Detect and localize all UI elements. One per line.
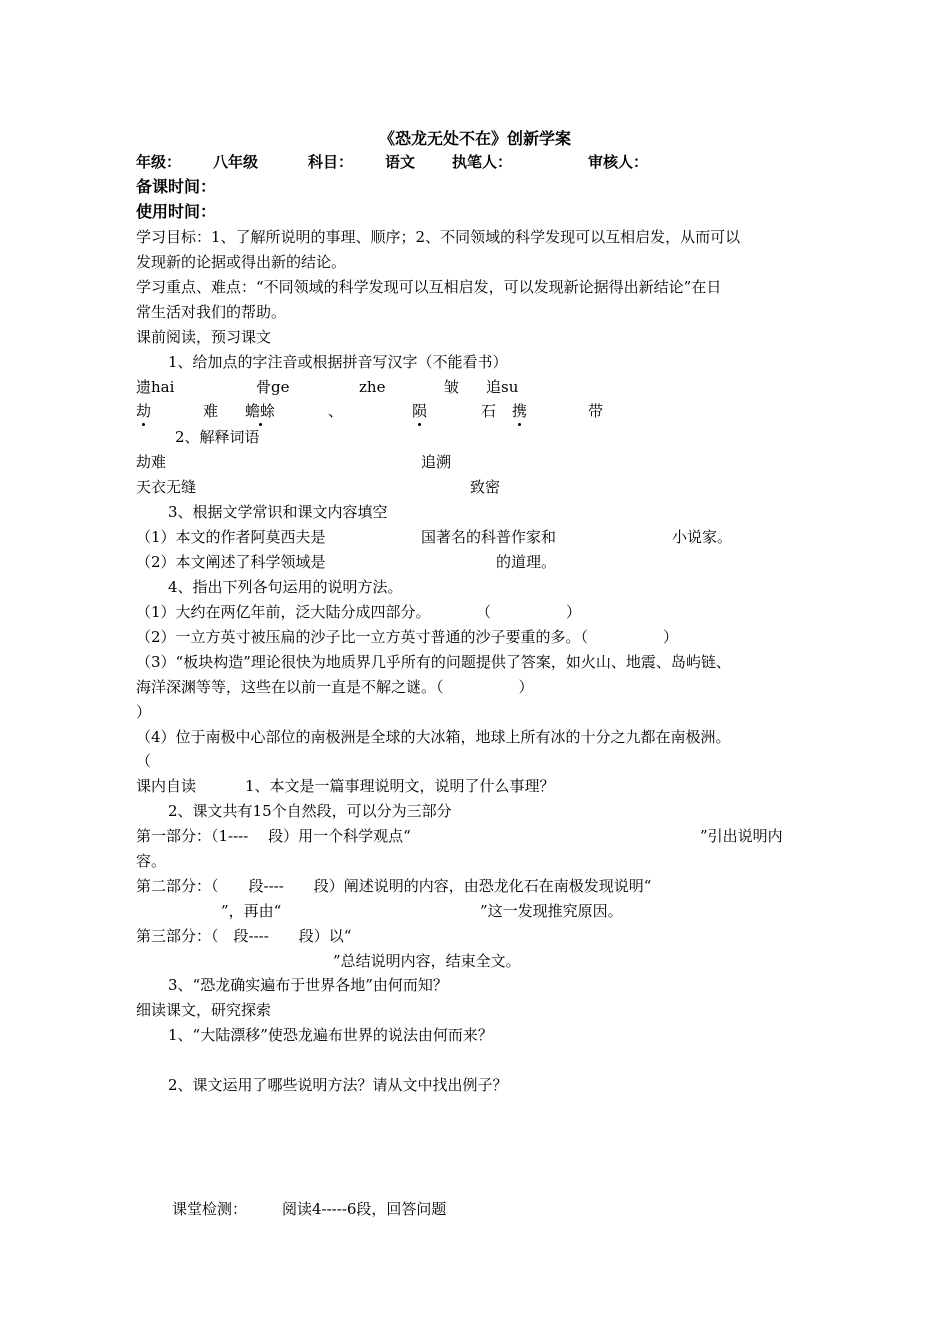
preread-heading: 课前阅读，预习课文 (136, 328, 272, 346)
inclass-heading: 课内自读 (136, 777, 197, 795)
method-3-line-3: ） (136, 703, 152, 721)
fill-1b: 国著名的科普作家和 (421, 528, 557, 546)
dotted-char: 携 (512, 402, 528, 420)
method-2: （2）一立方英寸被压扁的沙子比一立方英寸普通的沙子要重的多。（ ） (136, 628, 679, 646)
method-4-line-1: （4）位于南极中心部位的南极洲是全球的大冰箱，地球上所有冰的十分之九都在南极洲。 (136, 728, 731, 746)
focus-line-1: 学习重点、难点：“不同领域的科学发现可以互相启发，可以发现新论据得出新结论”在日 (136, 278, 722, 296)
study-q1: 1、“大陆漂移”使恐龙遍布世界的说法由何而来？ (168, 1026, 493, 1044)
part-1b: ”引出说明内 (700, 827, 783, 845)
preread-q3: 3、根据文学常识和课文内容填空 (168, 503, 388, 521)
pinyin-item: 皱 (444, 378, 460, 396)
focus-line-2: 常生活对我们的帮助。 (136, 303, 287, 321)
study-q2: 2、课文运用了哪些说明方法？请从文中找出例子？ (168, 1076, 508, 1094)
reviewer-label: 审核人： (588, 153, 649, 171)
test-label: 课堂检测： (172, 1200, 248, 1218)
method-3-line-2: 海洋深渊等等，这些在以前一直是不解之谜。（ ） (136, 678, 534, 696)
preread-q1: 1、给加点的字注音或根据拼音写汉字（不能看书） (168, 353, 508, 371)
plain-char: 难 (203, 402, 219, 420)
separator: 、 (328, 402, 344, 420)
fill-2a: （2）本文阐述了科学领域是 (136, 553, 326, 571)
method-4-line-2: （ (136, 752, 152, 770)
subject-label: 科目： (308, 153, 354, 171)
document-title: 《恐龙无处不在》创新学案 (378, 129, 571, 148)
grade-value: 八年级 (213, 153, 259, 171)
goals-line-2: 发现新的论据或得出新的结论。 (136, 253, 347, 271)
method-1-paren: （ ） (476, 603, 582, 621)
plain-char: 带 (588, 402, 604, 420)
dotted-char: 陨 (412, 402, 428, 420)
dotted-char: 劫 (136, 402, 152, 420)
preread-q2: 2、解释词语 (175, 428, 260, 446)
term: 追溯 (421, 453, 452, 471)
pinyin-item: 追su (486, 378, 519, 396)
dotted-char: 蟾蜍 (245, 402, 276, 420)
pinyin-item: 骨ge (256, 378, 290, 396)
goals-line-1: 学习目标：1、了解所说明的事理、顺序；2、不同领域的科学发现可以互相启发，从而可以 (136, 228, 741, 246)
pinyin-item: zhe (359, 378, 386, 396)
author-label: 执笔人： (452, 153, 513, 171)
subject-value: 语文 (385, 153, 416, 171)
fill-2b: 的道理。 (496, 553, 557, 571)
preread-q4: 4、指出下列各句运用的说明方法。 (168, 578, 403, 596)
grade-label: 年级： (136, 153, 182, 171)
part-1c: 容。 (136, 852, 167, 870)
fill-1a: （1）本文的作者阿莫西夫是 (136, 528, 326, 546)
method-3-line-1: （3）“板块构造”理论很快为地质界几乎所有的问题提供了答案，如火山、地震、岛屿链、 (136, 653, 731, 671)
inclass-q2: 2、课文共有15个自然段，可以分为三部分 (168, 802, 452, 820)
inclass-q3: 3、“恐龙确实遍布于世界各地”由何而知？ (168, 976, 448, 994)
term: 天衣无缝 (136, 478, 197, 496)
plain-char: 石 (481, 402, 497, 420)
use-time-label: 使用时间： (136, 202, 217, 221)
part-2a: 第二部分：（ 段---- 段）阐述说明的内容，由恐龙化石在南极发现说明“ (136, 877, 652, 895)
part-3b: ”总结说明内容，结束全文。 (333, 952, 521, 970)
study-heading: 细读课文，研究探索 (136, 1001, 272, 1019)
part-2b: ”，再由“ (221, 902, 282, 920)
pinyin-item: 遗hai (136, 378, 175, 396)
fill-1c: 小说家。 (672, 528, 733, 546)
part-2c: ”这一发现推究原因。 (480, 902, 623, 920)
term: 劫难 (136, 453, 167, 471)
method-1: （1）大约在两亿年前，泛大陆分成四部分。 (136, 603, 431, 621)
prep-time-label: 备课时间： (136, 177, 217, 196)
term: 致密 (470, 478, 501, 496)
part-1a: 第一部分：（1---- 段）用一个科学观点“ (136, 827, 411, 845)
part-3a: 第三部分：（ 段---- 段）以“ (136, 927, 352, 945)
test-text: 阅读4-----6段，回答问题 (282, 1200, 447, 1218)
inclass-q1: 1、本文是一篇事理说明文，说明了什么事理？ (245, 777, 555, 795)
